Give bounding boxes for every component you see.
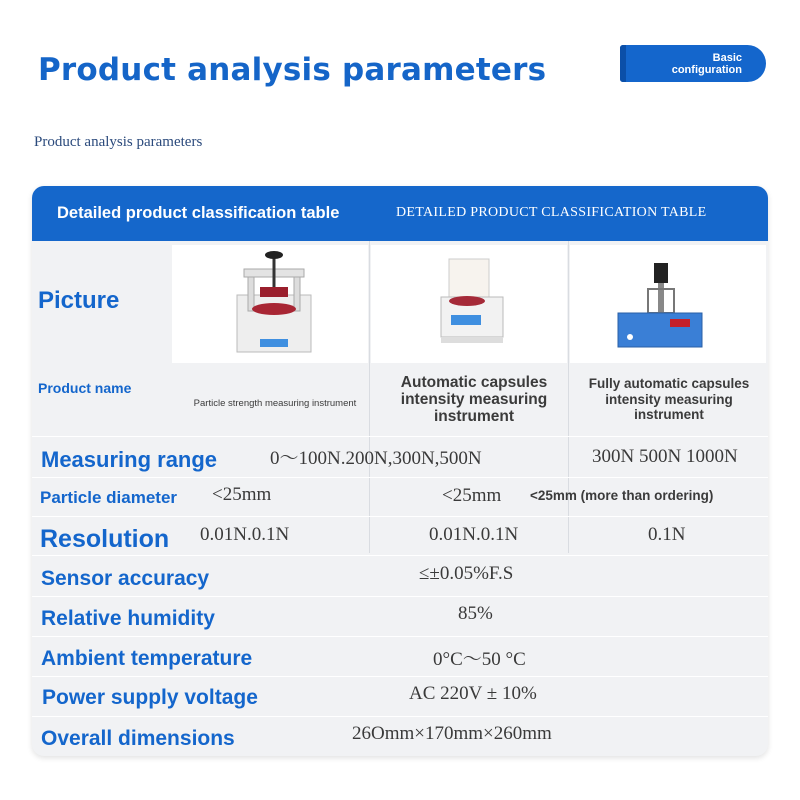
row-divider bbox=[32, 555, 768, 556]
product-name-2: Automatic capsules intensity measuring instrument bbox=[400, 374, 548, 425]
table-header-title-upper: DETAILED PRODUCT CLASSIFICATION TABLE bbox=[396, 205, 707, 220]
row-divider bbox=[32, 436, 768, 437]
page-title: Product analysis parameters bbox=[38, 52, 547, 88]
table-header-title: Detailed product classification table bbox=[57, 204, 340, 222]
section-subtitle: Product analysis parameters bbox=[34, 134, 203, 150]
label-power-supply-voltage: Power supply voltage bbox=[42, 686, 258, 709]
picture-cell-3 bbox=[570, 245, 766, 363]
label-measuring-range: Measuring range bbox=[41, 447, 218, 472]
column-divider bbox=[369, 241, 370, 553]
basic-configuration-badge bbox=[620, 45, 766, 82]
row-divider bbox=[32, 716, 768, 717]
column-divider bbox=[568, 241, 569, 553]
label-particle-diameter: Particle diameter bbox=[40, 488, 178, 507]
row-divider bbox=[32, 676, 768, 677]
particle-strength-instrument-image bbox=[172, 245, 368, 363]
label-relative-humidity: Relative humidity bbox=[41, 607, 215, 630]
label-ambient-temperature: Ambient temperature bbox=[41, 647, 253, 670]
picture-cell-1 bbox=[172, 245, 368, 363]
relative-humidity-value: 85% bbox=[458, 603, 493, 624]
fully-automatic-capsules-instrument-image bbox=[570, 245, 766, 363]
label-sensor-accuracy: Sensor accuracy bbox=[41, 567, 210, 590]
row-divider bbox=[32, 596, 768, 597]
ambient-temperature-value: 0°C～50 °C bbox=[433, 649, 526, 670]
measuring-range-value-product-3: 300N 500N 1000N bbox=[592, 446, 738, 467]
picture-cell-2 bbox=[371, 245, 567, 363]
label-product-name: Product name bbox=[38, 380, 132, 396]
row-divider bbox=[32, 477, 768, 478]
label-picture: Picture bbox=[38, 287, 120, 314]
badge-line-1: Basic bbox=[712, 51, 742, 64]
resolution-value-3: 0.1N bbox=[648, 524, 686, 545]
particle-diameter-value-3: <25mm (more than ordering) bbox=[530, 488, 714, 503]
particle-diameter-value-2: <25mm bbox=[442, 485, 502, 506]
measuring-range-value: 0～100N.200N,300N,500N bbox=[270, 448, 482, 469]
row-divider bbox=[32, 516, 768, 517]
overall-dimensions-value: 26Omm×170mm×260mm bbox=[352, 723, 552, 744]
resolution-value-2: 0.01N.0.1N bbox=[429, 524, 519, 545]
product-name-3: Fully automatic capsules intensity measuring instrument bbox=[588, 376, 750, 422]
particle-diameter-value-1: <25mm bbox=[212, 484, 272, 505]
automatic-capsules-instrument-image bbox=[371, 245, 567, 363]
resolution-value-1: 0.01N.0.1N bbox=[200, 524, 290, 545]
power-supply-voltage-value: AC 220V ± 10% bbox=[409, 683, 537, 704]
sensor-accuracy-value: ≤±0.05%F.S bbox=[419, 563, 514, 584]
badge-line-2: configuration bbox=[671, 63, 742, 76]
label-resolution: Resolution bbox=[40, 525, 170, 553]
table-header bbox=[32, 186, 768, 241]
product-name-1: Particle strength measuring instrument bbox=[193, 398, 357, 409]
label-overall-dimensions: Overall dimensions bbox=[41, 727, 235, 750]
row-divider bbox=[32, 636, 768, 637]
